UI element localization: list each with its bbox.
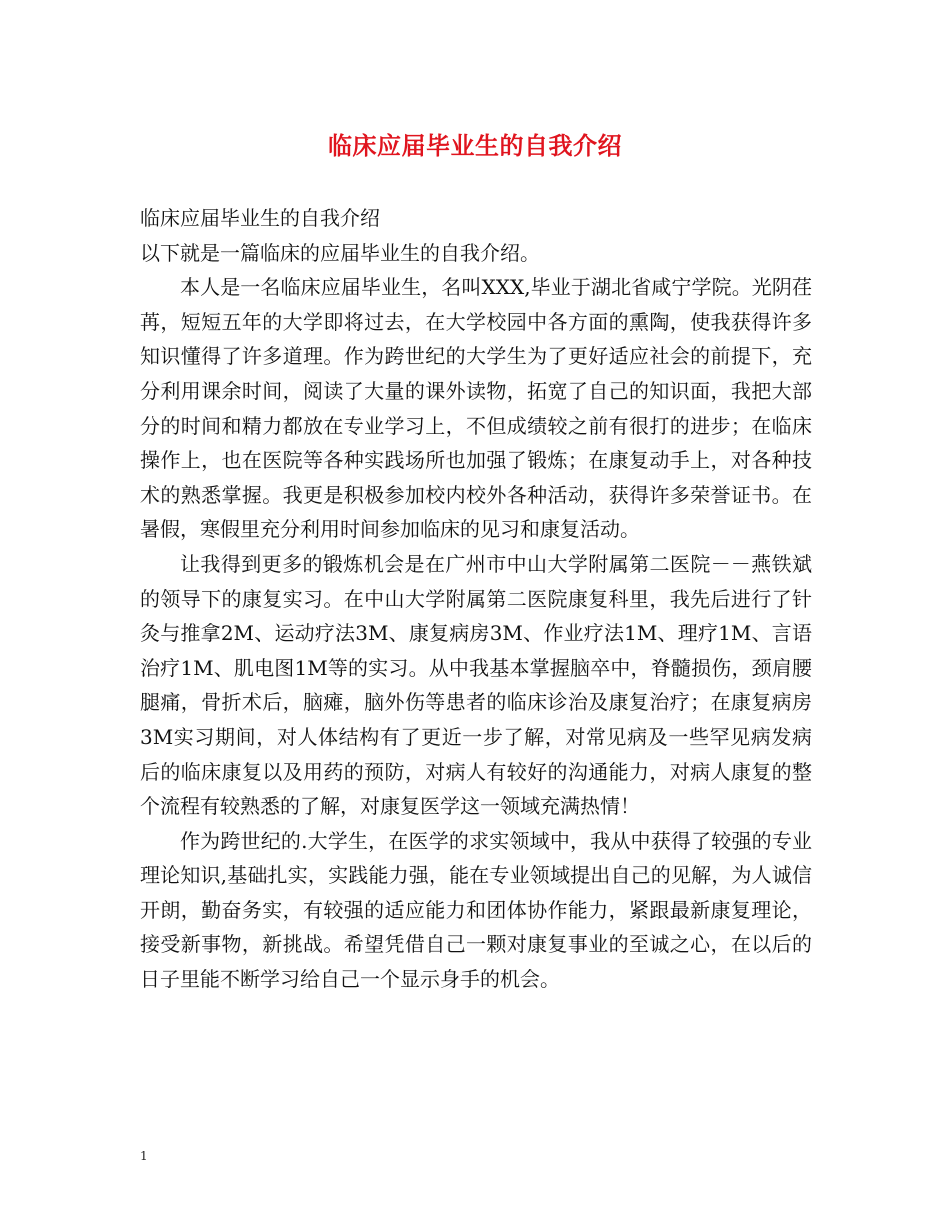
subtitle-line: 临床应届毕业生的自我介绍	[140, 206, 380, 230]
paragraph-3: 作为跨世纪的.大学生，在医学的求实领域中，我从中获得了较强的专业理论知识,基础扎实，实践能力强，能在专业领域提出自己的见解，为人诚信开朗，勤奋务实，有较强的适应能力和团体协作能力，紧跟最新康复理论，接受新事物，新挑战。希望凭借自己一颗对康复事业的至诚之心，在以后的日子里能不断学习给自己一个显示身手的机会。	[140, 828, 812, 992]
paragraph-2: 让我得到更多的锻炼机会是在广州市中山大学附属第二医院－－燕铁斌的领导下的康复实习。在中山大学附属第二医院康复科里，我先后进行了针灸与推拿2M、运动疗法3M、康复病房3M、作业疗法1M、理疗1M、言语治疗1M、肌电图1M等的实习。从中我基本掌握脑卒中，脊髓损伤，颈肩腰腿痛，骨折术后，脑瘫，脑外伤等患者的临床诊治及康复治疗；在康复病房3M实习期间，对人体结构有了更近一步了解，对常见病及一些罕见病发病后的临床康复以及用药的预防，对病人有较好的沟通能力，对病人康复的整个流程有较熟悉的了解，对康复医学这一领域充满热情！	[140, 551, 812, 819]
paragraph-1: 本人是一名临床应届毕业生，名叫XXX,毕业于湖北省咸宁学院。光阴荏苒，短短五年的大学即将过去，在大学校园中各方面的熏陶，使我获得许多知识懂得了许多道理。作为跨世纪的大学生为了更好适应社会的前提下，充分利用课余时间，阅读了大量的课外读物，拓宽了自己的知识面，我把大部分的时间和精力都放在专业学习上，不但成绩较之前有很打的进步；在临床操作上，也在医院等各种实践场所也加强了锻炼；在康复动手上，对各种技术的熟悉掌握。我更是积极参加校内校外各种活动，获得许多荣誉证书。在暑假，寒假里充分利用时间参加临床的见习和康复活动。	[140, 275, 812, 542]
document-body	[140, 201, 812, 997]
intro-line: 以下就是一篇临床的应届毕业生的自我介绍。	[140, 240, 540, 265]
page-number: 1	[140, 1149, 148, 1163]
document-title: 临床应届毕业生的自我介绍	[328, 131, 622, 160]
